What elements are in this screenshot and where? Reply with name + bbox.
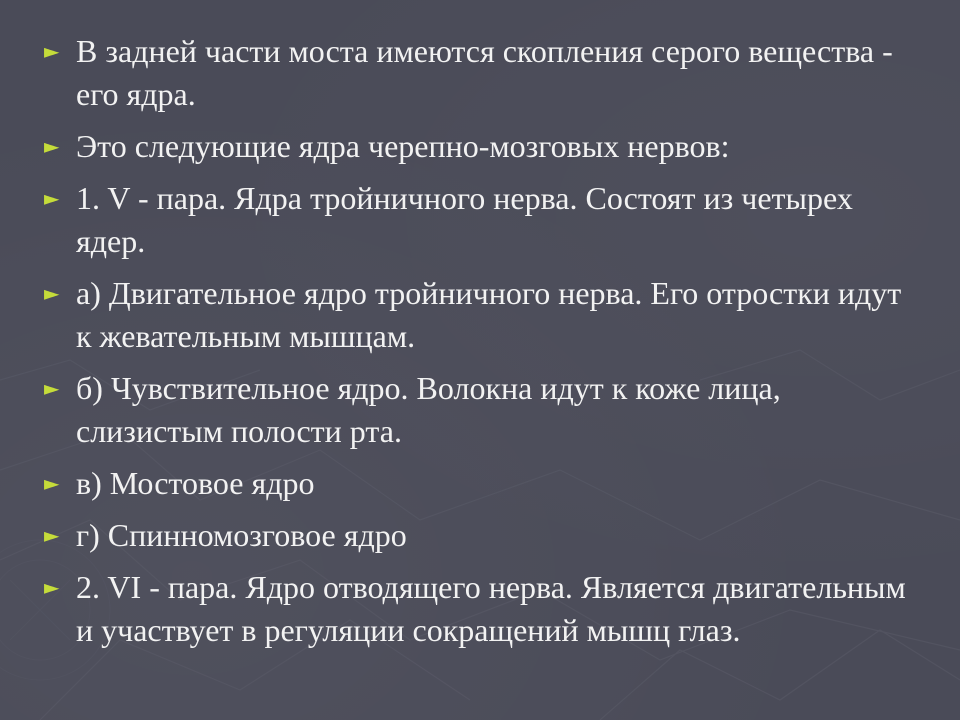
bullet-item (44, 462, 924, 505)
triangle-right-icon: ► (44, 134, 60, 158)
triangle-right-icon: ► (44, 186, 60, 210)
bullet-item (44, 125, 924, 168)
bullet-text: В задней части моста имеются скопления серого вещества - его ядра. (76, 33, 893, 112)
bullet-item (44, 514, 924, 557)
triangle-right-icon: ► (44, 523, 60, 547)
triangle-right-icon: ► (44, 376, 60, 400)
bullet-item (44, 272, 924, 358)
triangle-right-icon: ► (44, 471, 60, 495)
bullet-text: а) Двигательное ядро тройничного нерва. Его отростки идут к жевательным мышцам. (76, 275, 902, 354)
triangle-right-icon: ► (44, 575, 60, 599)
bullet-item (44, 177, 924, 263)
bullet-text: б) Чувствительное ядро. Волокна идут к коже лица, слизистым полости рта. (76, 370, 781, 449)
bullet-text: г) Спинномозговое ядро (76, 517, 407, 553)
bullet-text: Это следующие ядра черепно-мозговых нервов: (76, 128, 730, 164)
bullet-item (44, 367, 924, 453)
bullet-item (44, 566, 924, 652)
bullet-text: в) Мостовое ядро (76, 465, 315, 501)
bullet-list (44, 30, 924, 661)
bullet-text: 1. V - пара. Ядра тройничного нерва. Состоят из четырех ядер. (76, 180, 853, 259)
bullet-text: 2. VI - пара. Ядро отводящего нерва. Является двигательным и участвует в регуляции сокращений мышц глаз. (76, 569, 906, 648)
bullet-item (44, 30, 924, 116)
triangle-right-icon: ► (44, 281, 60, 305)
triangle-right-icon: ► (44, 39, 60, 63)
